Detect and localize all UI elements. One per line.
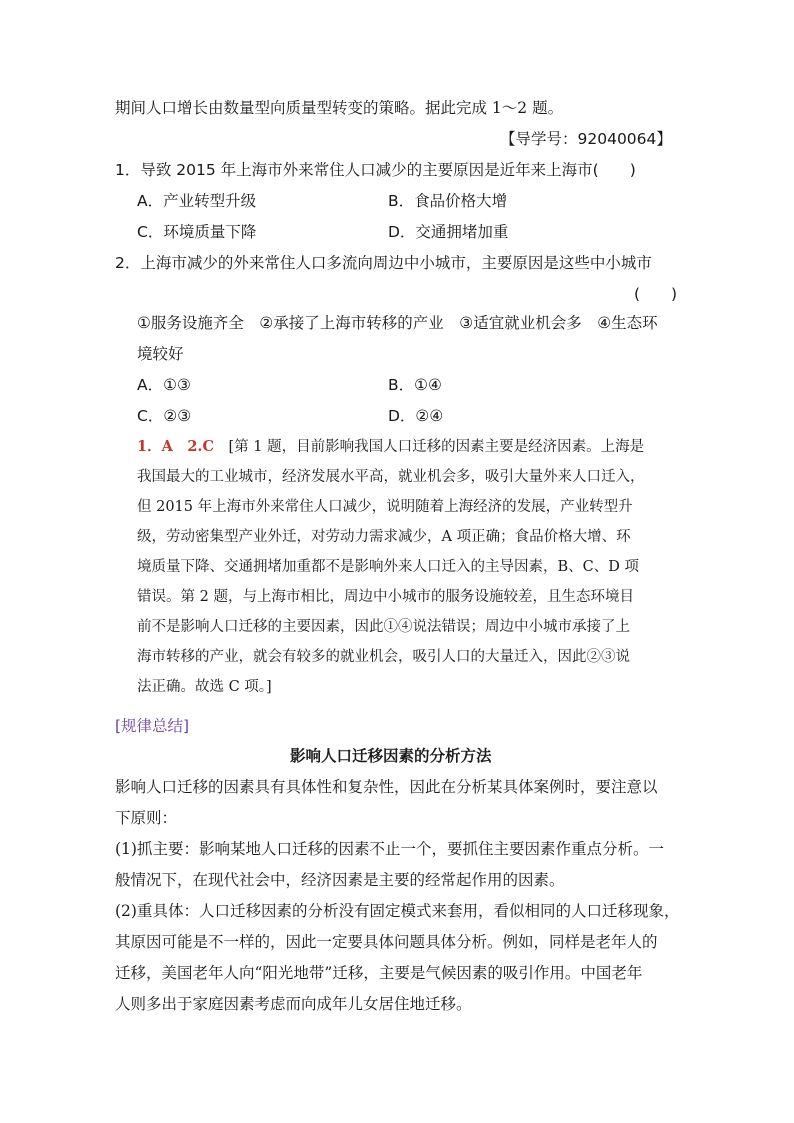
summary-line-3: (1)抓主要：影响某地人口迁移的因素不止一个，要抓住主要因素作重点分析。一 bbox=[115, 840, 664, 858]
summary-line-8: 人则多出于家庭因素考虑而向成年儿女居住地迁移。 bbox=[115, 995, 472, 1013]
summary-tag: [规律总结] bbox=[115, 717, 190, 735]
answer-line-1: [第 1 题，目前影响我国人口迁移的因素主要是经济因素。上海是 bbox=[228, 439, 645, 455]
question-2-stem: 2．上海市减少的外来常住人口多流向周边中小城市，主要原因是这些中小城市 bbox=[115, 254, 652, 272]
q1-option-a: A．产业转型升级 bbox=[137, 192, 257, 210]
summary-line-2: 下原则： bbox=[115, 809, 178, 827]
q2-option-c: C．②③ bbox=[137, 407, 192, 425]
question-1-stem: 1．导致 2015 年上海市外来常住人口减少的主要原因是近年来上海市( ) bbox=[115, 161, 636, 179]
q2-option-a: A．①③ bbox=[137, 376, 191, 394]
answer-line-2: 我国最大的工业城市，经济发展水平高，就业机会多，吸引大量外来人口迁入， bbox=[137, 469, 645, 485]
answer-line-3: 但 2015 年上海市外来常住人口减少，说明随着上海经济的发展，产业转型升 bbox=[137, 499, 633, 515]
answer-key: 1．A 2.C bbox=[137, 438, 215, 455]
answer-line-4: 级，劳动密集型产业外迁，对劳动力需求减少，A 项正确；食品价格大增、环 bbox=[137, 529, 631, 545]
q2-statements-line-2: 境较好 bbox=[137, 345, 184, 363]
q2-statements-line-1: ①服务设施齐全 ②承接了上海市转移的产业 ③适宜就业机会多 ④生态环 bbox=[137, 314, 658, 332]
summary-line-1: 影响人口迁移的因素具有具体性和复杂性，因此在分析某具体案例时，要注意以 bbox=[115, 778, 658, 796]
answer-first-line bbox=[137, 437, 644, 457]
answer-line-6: 错误。第 2 题，与上海市相比，周边中小城市的服务设施较差，且生态环境目 bbox=[137, 589, 634, 605]
intro-text: 期间人口增长由数量型向质量型转变的策略。据此完成 1～2 题。 bbox=[115, 99, 564, 117]
q2-option-d: D．②④ bbox=[388, 407, 444, 425]
summary-line-7: 迁移，美国老年人向“阳光地带”迁移，主要是气候因素的吸引作用。中国老年 bbox=[115, 964, 643, 982]
answer-line-7: 前不是影响人口迁移的主要因素，因此①④说法错误；周边中小城市承接了上 bbox=[137, 619, 630, 635]
summary-title: 影响人口迁移因素的分析方法 bbox=[290, 747, 492, 765]
answer-line-9: 法正确。故选 C 项。] bbox=[137, 679, 272, 695]
summary-line-4: 般情况下，在现代社会中，经济因素是主要的经常起作用的因素。 bbox=[115, 871, 565, 889]
answer-line-5: 境质量下降、交通拥堵加重都不是影响外来人口迁入的主导因素，B、C、D 项 bbox=[137, 559, 639, 575]
q1-option-c: C．环境质量下降 bbox=[137, 223, 257, 241]
question-2-bracket: ( ) bbox=[634, 285, 678, 303]
guide-number: 【导学号：92040064】 bbox=[500, 130, 672, 148]
summary-line-5: (2)重具体：人口迁移因素的分析没有固定模式来套用，看似相同的人口迁移现象， bbox=[115, 902, 680, 920]
q1-option-d: D．交通拥堵加重 bbox=[388, 223, 509, 241]
q1-option-b: B．食品价格大增 bbox=[388, 192, 508, 210]
q2-option-b: B．①④ bbox=[388, 376, 442, 394]
answer-line-8: 海市转移的产业，就会有较多的就业机会，吸引人口的大量迁入，因此②③说 bbox=[137, 649, 630, 665]
summary-line-6: 其原因可能是不一样的，因此一定要具体问题具体分析。例如，同样是老年人的 bbox=[115, 933, 658, 951]
